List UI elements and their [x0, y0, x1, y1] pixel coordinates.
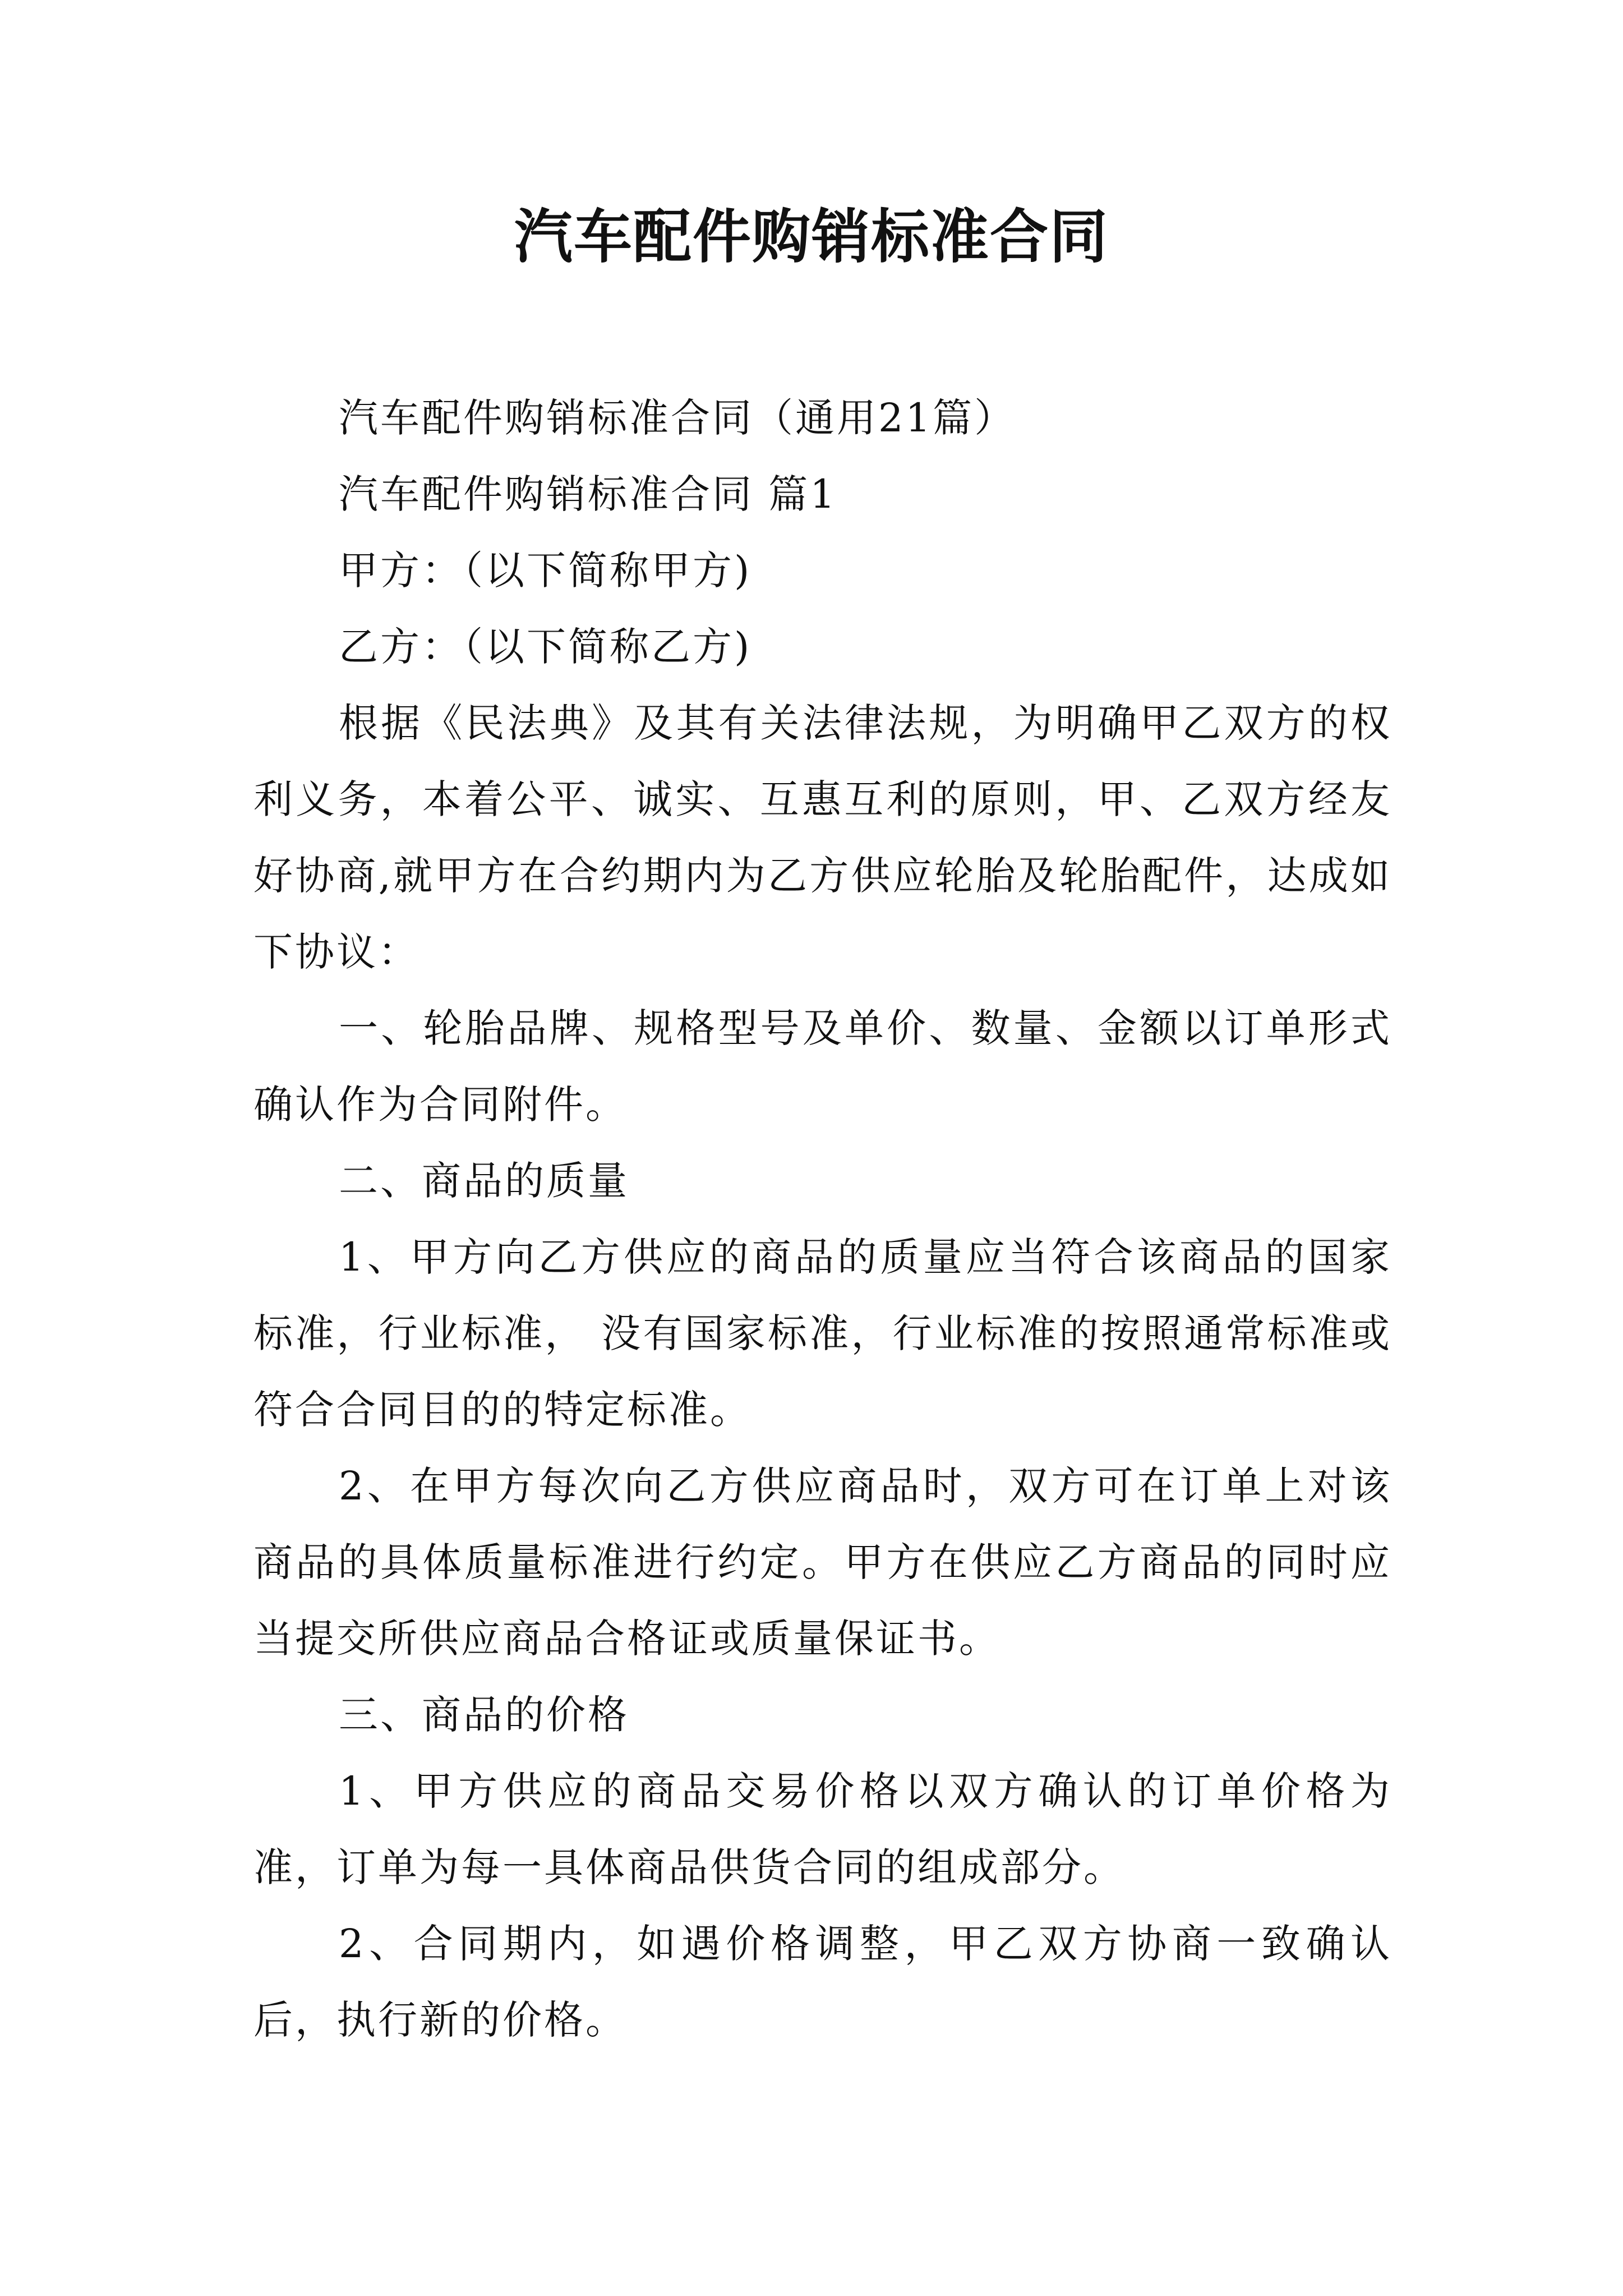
clause-3-heading: 三、商品的价格 — [339, 1692, 629, 1738]
clause-1: 一、轮胎品牌、规格型号及单价、数量、金额以订单形式确认作为合同附件。 — [253, 1005, 1392, 1128]
clause-3-item-2: 2、合同期内，如遇价格调整，甲乙双方协商一致确认后，执行新的价格。 — [253, 1921, 1392, 2043]
preamble-paragraph: 根据《民法典》及其有关法律法规，为明确甲乙双方的权利义务，本着公平、诚实、互惠互利的原则，甲、乙双方经友好协商,就甲方在合约期内为乙方供应轮胎及轮胎配件，达成如下协议： — [253, 700, 1392, 975]
subtitle-line: 汽车配件购销标准合同（通用21篇） — [339, 395, 1016, 441]
party-a-line: 甲方：（以下简称甲方) — [339, 547, 752, 593]
clause-2-item-1: 1、甲方向乙方供应的商品的质量应当符合该商品的国家标准，行业标准， 没有国家标准，行业标准的按照通常标准或符合合同目的的特定标准。 — [253, 1234, 1392, 1433]
document-body — [253, 380, 1392, 2058]
party-b-line: 乙方：（以下简称乙方) — [339, 624, 752, 670]
clause-2-item-2: 2、在甲方每次向乙方供应商品时，双方可在订单上对该商品的具体质量标准进行约定。甲方在供应乙方商品的同时应当提交所供应商品合格证或质量保证书。 — [253, 1463, 1392, 1662]
document-title: 汽车配件购销标准合同 — [514, 203, 1109, 271]
clause-3-item-1: 1、甲方供应的商品交易价格以双方确认的订单价格为准，订单为每一具体商品供货合同的组成部分。 — [253, 1768, 1392, 1890]
section-heading-part-1: 汽车配件购销标准合同 篇1 — [339, 471, 837, 517]
clause-2-heading: 二、商品的质量 — [339, 1158, 629, 1204]
